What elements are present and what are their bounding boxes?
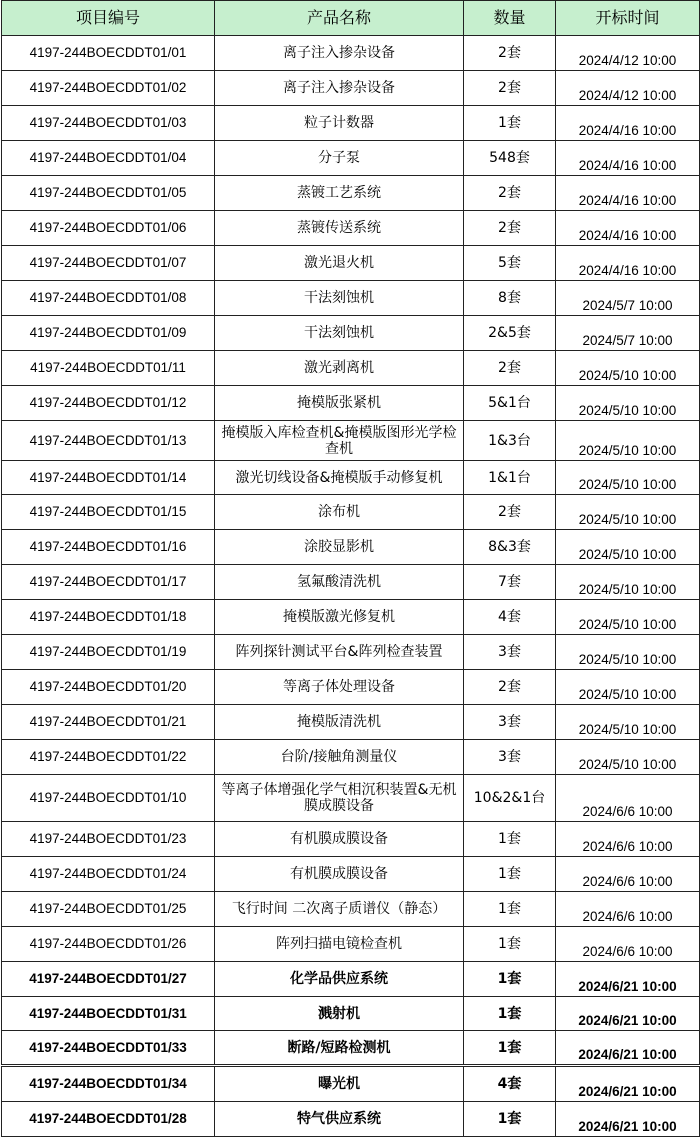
quantity-cell: 1套 [464,962,556,997]
product-name-cell: 掩模版清洗机 [215,705,464,740]
product-name-cell: 蒸镀工艺系统 [215,176,464,211]
table-row [2,892,700,927]
bid-time-cell: 2024/5/7 10:00 [556,281,700,316]
project-no-cell: 4197-244BOECDDT01/01 [2,36,215,71]
bid-time-cell: 2024/6/21 10:00 [556,962,700,997]
bid-time-cell: 2024/4/12 10:00 [556,36,700,71]
bid-time-cell: 2024/5/10 10:00 [556,740,700,775]
product-name-cell: 干法刻蚀机 [215,281,464,316]
table-row [2,565,700,600]
product-name-cell: 涂布机 [215,495,464,530]
bid-time-cell: 2024/5/10 10:00 [556,670,700,705]
project-no-cell: 4197-244BOECDDT01/12 [2,386,215,421]
quantity-cell: 8&3套 [464,530,556,565]
project-no-cell: 4197-244BOECDDT01/20 [2,670,215,705]
bid-time-cell: 2024/6/6 10:00 [556,927,700,962]
project-no-cell: 4197-244BOECDDT01/15 [2,495,215,530]
quantity-cell: 1套 [464,106,556,141]
project-no-cell: 4197-244BOECDDT01/22 [2,740,215,775]
table-row [2,962,700,997]
table-row [2,997,700,1031]
project-no-cell: 4197-244BOECDDT01/23 [2,822,215,857]
project-no-cell: 4197-244BOECDDT01/09 [2,316,215,351]
project-no-cell: 4197-244BOECDDT01/11 [2,351,215,386]
product-name-cell: 掩模版张紧机 [215,386,464,421]
header-bid-time: 开标时间 [556,1,700,36]
quantity-cell: 7套 [464,565,556,600]
quantity-cell: 5&1台 [464,386,556,421]
table-row [2,600,700,635]
quantity-cell: 4套 [464,600,556,635]
bid-time-cell: 2024/5/10 10:00 [556,421,700,461]
table-row [2,351,700,386]
product-name-cell: 掩模版激光修复机 [215,600,464,635]
quantity-cell: 2&5套 [464,316,556,351]
table-row [2,822,700,857]
project-no-cell: 4197-244BOECDDT01/16 [2,530,215,565]
project-no-cell: 4197-244BOECDDT01/25 [2,892,215,927]
bid-time-cell: 2024/4/16 10:00 [556,246,700,281]
quantity-cell: 548套 [464,141,556,176]
bid-schedule-table [1,0,700,1137]
table-row [2,530,700,565]
quantity-cell: 2套 [464,211,556,246]
quantity-cell: 1套 [464,927,556,962]
bid-time-cell: 2024/4/16 10:00 [556,106,700,141]
bid-time-cell: 2024/4/12 10:00 [556,71,700,106]
quantity-cell: 1&1台 [464,461,556,495]
project-no-cell: 4197-244BOECDDT01/03 [2,106,215,141]
project-no-cell: 4197-244BOECDDT01/27 [2,962,215,997]
product-name-cell: 离子注入掺杂设备 [215,71,464,106]
product-name-cell: 干法刻蚀机 [215,316,464,351]
bid-time-cell: 2024/6/21 10:00 [556,997,700,1031]
table-row [2,635,700,670]
header-quantity: 数量 [464,1,556,36]
bid-time-cell: 2024/5/10 10:00 [556,600,700,635]
product-name-cell: 涂胶显影机 [215,530,464,565]
product-name-cell: 特气供应系统 [215,1102,464,1137]
table-row [2,106,700,141]
product-name-cell: 有机膜成膜设备 [215,857,464,892]
table-row [2,495,700,530]
quantity-cell: 1套 [464,1102,556,1137]
table-row [2,461,700,495]
table-row [2,927,700,962]
bid-time-cell: 2024/6/6 10:00 [556,822,700,857]
project-no-cell: 4197-244BOECDDT01/10 [2,775,215,822]
product-name-cell: 激光退火机 [215,246,464,281]
bid-time-cell: 2024/5/7 10:00 [556,316,700,351]
product-name-cell: 阵列扫描电镜检查机 [215,927,464,962]
project-no-cell: 4197-244BOECDDT01/08 [2,281,215,316]
bid-time-cell: 2024/6/6 10:00 [556,892,700,927]
bid-time-cell: 2024/6/21 10:00 [556,1031,700,1066]
product-name-cell: 溅射机 [215,997,464,1031]
project-no-cell: 4197-244BOECDDT01/19 [2,635,215,670]
product-name-cell: 断路/短路检测机 [215,1031,464,1066]
quantity-cell: 2套 [464,71,556,106]
table-row [2,211,700,246]
product-name-cell: 等离子体处理设备 [215,670,464,705]
quantity-cell: 3套 [464,740,556,775]
quantity-cell: 3套 [464,635,556,670]
table-header [2,1,700,36]
quantity-cell: 8套 [464,281,556,316]
project-no-cell: 4197-244BOECDDT01/02 [2,71,215,106]
quantity-cell: 1套 [464,857,556,892]
quantity-cell: 2套 [464,670,556,705]
table-row [2,670,700,705]
bid-time-cell: 2024/4/16 10:00 [556,141,700,176]
table-row [2,1102,700,1137]
header-row [2,1,700,36]
table-row [2,71,700,106]
table-body [2,36,700,1137]
project-no-cell: 4197-244BOECDDT01/17 [2,565,215,600]
table-row [2,386,700,421]
project-no-cell: 4197-244BOECDDT01/13 [2,421,215,461]
product-name-cell: 阵列探针测试平台&阵列检查装置 [215,635,464,670]
table-row [2,176,700,211]
quantity-cell: 2套 [464,495,556,530]
quantity-cell: 2套 [464,176,556,211]
bid-time-cell: 2024/6/21 10:00 [556,1066,700,1102]
product-name-cell: 分子泵 [215,141,464,176]
product-name-cell: 飞行时间 二次离子质谱仪（静态） [215,892,464,927]
quantity-cell: 1套 [464,822,556,857]
bid-time-cell: 2024/5/10 10:00 [556,705,700,740]
project-no-cell: 4197-244BOECDDT01/14 [2,461,215,495]
table-row [2,141,700,176]
product-name-cell: 激光剥离机 [215,351,464,386]
bid-time-cell: 2024/5/10 10:00 [556,461,700,495]
quantity-cell: 3套 [464,705,556,740]
product-name-cell: 激光切线设备&掩模版手动修复机 [215,461,464,495]
quantity-cell: 1套 [464,892,556,927]
project-no-cell: 4197-244BOECDDT01/06 [2,211,215,246]
quantity-cell: 2套 [464,36,556,71]
project-no-cell: 4197-244BOECDDT01/33 [2,1031,215,1066]
quantity-cell: 4套 [464,1066,556,1102]
product-name-cell: 化学品供应系统 [215,962,464,997]
table-row [2,281,700,316]
product-name-cell: 粒子计数器 [215,106,464,141]
table-row [2,1031,700,1066]
table-row [2,705,700,740]
product-name-cell: 曝光机 [215,1066,464,1102]
bid-time-cell: 2024/4/16 10:00 [556,176,700,211]
quantity-cell: 1&3台 [464,421,556,461]
quantity-cell: 10&2&1台 [464,775,556,822]
bid-time-cell: 2024/6/6 10:00 [556,857,700,892]
product-name-cell: 等离子体增强化学气相沉积装置&无机膜成膜设备 [215,775,464,822]
product-name-cell: 台阶/接触角测量仪 [215,740,464,775]
quantity-cell: 5套 [464,246,556,281]
project-no-cell: 4197-244BOECDDT01/07 [2,246,215,281]
project-no-cell: 4197-244BOECDDT01/21 [2,705,215,740]
product-name-cell: 蒸镀传送系统 [215,211,464,246]
quantity-cell: 2套 [464,351,556,386]
table-row [2,421,700,461]
bid-time-cell: 2024/5/10 10:00 [556,565,700,600]
table-row [2,246,700,281]
header-project-no: 项目编号 [2,1,215,36]
bid-time-cell: 2024/5/10 10:00 [556,351,700,386]
project-no-cell: 4197-244BOECDDT01/26 [2,927,215,962]
project-no-cell: 4197-244BOECDDT01/34 [2,1066,215,1102]
project-no-cell: 4197-244BOECDDT01/31 [2,997,215,1031]
bid-time-cell: 2024/6/21 10:00 [556,1102,700,1137]
bid-time-cell: 2024/5/10 10:00 [556,530,700,565]
product-name-cell: 掩模版入库检查机&掩模版图形光学检查机 [215,421,464,461]
quantity-cell: 1套 [464,1031,556,1066]
product-name-cell: 氢氟酸清洗机 [215,565,464,600]
table-row [2,740,700,775]
table-row [2,1066,700,1102]
bid-time-cell: 2024/5/10 10:00 [556,495,700,530]
project-no-cell: 4197-244BOECDDT01/18 [2,600,215,635]
table-row [2,857,700,892]
bid-time-cell: 2024/4/16 10:00 [556,211,700,246]
product-name-cell: 离子注入掺杂设备 [215,36,464,71]
quantity-cell: 1套 [464,997,556,1031]
table-row [2,775,700,822]
project-no-cell: 4197-244BOECDDT01/24 [2,857,215,892]
project-no-cell: 4197-244BOECDDT01/05 [2,176,215,211]
table-row [2,316,700,351]
bid-time-cell: 2024/5/10 10:00 [556,635,700,670]
bid-time-cell: 2024/5/10 10:00 [556,386,700,421]
header-product-name: 产品名称 [215,1,464,36]
table-row [2,36,700,71]
product-name-cell: 有机膜成膜设备 [215,822,464,857]
project-no-cell: 4197-244BOECDDT01/28 [2,1102,215,1137]
bid-time-cell: 2024/6/6 10:00 [556,775,700,822]
project-no-cell: 4197-244BOECDDT01/04 [2,141,215,176]
